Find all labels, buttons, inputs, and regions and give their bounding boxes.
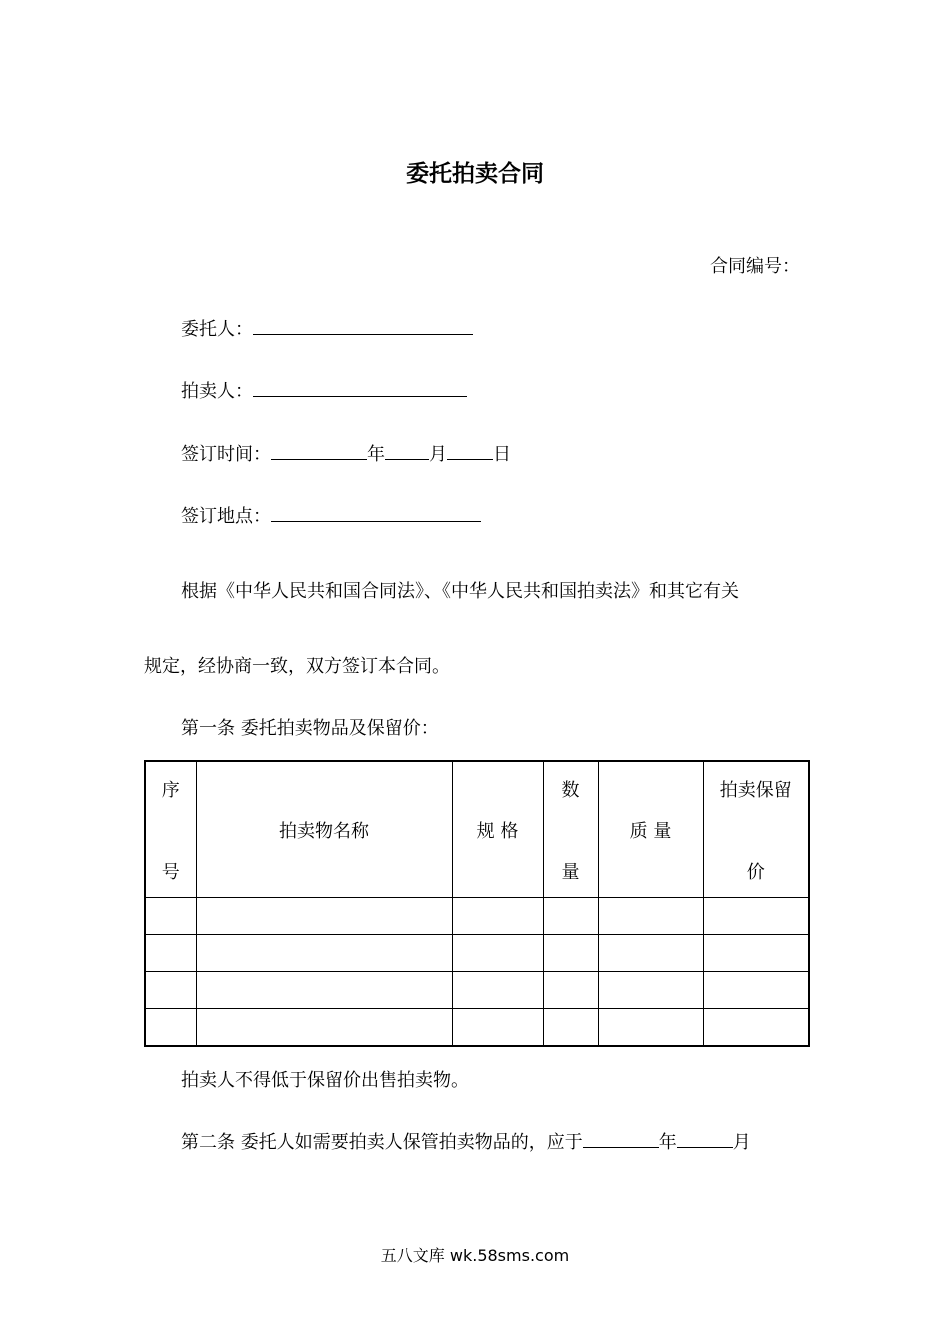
table-cell[interactable] bbox=[145, 972, 196, 1009]
table-cell[interactable] bbox=[452, 972, 543, 1009]
contract-number-label: 合同编号： bbox=[710, 256, 800, 277]
article-2-month: 月 bbox=[732, 1132, 751, 1153]
table-cell[interactable] bbox=[703, 972, 809, 1009]
header-quality: 质 量 bbox=[598, 761, 703, 898]
table-cell[interactable] bbox=[145, 898, 196, 935]
table-cell[interactable] bbox=[196, 898, 452, 935]
preamble-line-2: 规定，经协商一致，双方签订本合同。 bbox=[144, 656, 450, 677]
header-reserve-price: 拍卖保留 价 bbox=[703, 761, 809, 898]
footer-watermark: 五八文库 wk.58sms.com bbox=[380, 1246, 570, 1265]
table-cell[interactable] bbox=[543, 972, 598, 1009]
table-cell[interactable] bbox=[703, 1009, 809, 1047]
table-cell[interactable] bbox=[452, 935, 543, 972]
table-cell[interactable] bbox=[196, 1009, 452, 1047]
table-row bbox=[145, 972, 809, 1009]
header-seq: 序 号 bbox=[145, 761, 196, 898]
year-label: 年 bbox=[367, 444, 385, 465]
table-cell[interactable] bbox=[543, 935, 598, 972]
article-2-line bbox=[181, 1128, 751, 1154]
table-cell[interactable] bbox=[452, 898, 543, 935]
sign-place-field bbox=[181, 502, 481, 528]
storage-year-blank[interactable] bbox=[583, 1129, 659, 1148]
table-cell[interactable] bbox=[145, 935, 196, 972]
header-item-name: 拍卖物名称 bbox=[196, 761, 452, 898]
reserve-price-note: 拍卖人不得低于保留价出售拍卖物。 bbox=[181, 1070, 469, 1091]
header-spec: 规 格 bbox=[452, 761, 543, 898]
auctioneer-label: 拍卖人： bbox=[181, 381, 253, 402]
principal-label: 委托人： bbox=[181, 319, 253, 340]
preamble-line-1: 根据《中华人民共和国合同法》、《中华人民共和国拍卖法》和其它有关 bbox=[181, 581, 739, 602]
table-cell[interactable] bbox=[543, 898, 598, 935]
storage-month-blank[interactable] bbox=[677, 1129, 733, 1148]
table-cell[interactable] bbox=[543, 1009, 598, 1047]
table-cell[interactable] bbox=[598, 898, 703, 935]
header-quantity: 数 量 bbox=[543, 761, 598, 898]
auctioneer-blank[interactable] bbox=[253, 378, 467, 397]
table-header-row bbox=[145, 761, 809, 898]
article-2-year: 年 bbox=[658, 1132, 677, 1153]
table-cell[interactable] bbox=[145, 1009, 196, 1047]
sign-year-blank[interactable] bbox=[271, 441, 367, 460]
principal-field bbox=[181, 315, 473, 341]
sign-time-label: 签订时间： bbox=[181, 444, 271, 465]
sign-month-blank[interactable] bbox=[385, 441, 429, 460]
table-cell[interactable] bbox=[452, 1009, 543, 1047]
sign-day-blank[interactable] bbox=[447, 441, 493, 460]
table-cell[interactable] bbox=[598, 1009, 703, 1047]
document-title: 委托拍卖合同 bbox=[406, 161, 544, 187]
table-row bbox=[145, 935, 809, 972]
table-row bbox=[145, 898, 809, 935]
table-cell[interactable] bbox=[598, 972, 703, 1009]
principal-blank[interactable] bbox=[253, 316, 473, 335]
table-row bbox=[145, 1009, 809, 1047]
sign-place-label: 签订地点： bbox=[181, 506, 271, 527]
table-cell[interactable] bbox=[196, 935, 452, 972]
table-cell[interactable] bbox=[196, 972, 452, 1009]
auction-items-table bbox=[144, 760, 810, 1047]
article-1-heading: 第一条 委托拍卖物品及保留价： bbox=[181, 718, 439, 739]
day-label: 日 bbox=[493, 444, 511, 465]
table-cell[interactable] bbox=[703, 935, 809, 972]
sign-place-blank[interactable] bbox=[271, 503, 481, 522]
article-2-text: 第二条 委托人如需要拍卖人保管拍卖物品的，应于 bbox=[181, 1132, 583, 1153]
table-cell[interactable] bbox=[703, 898, 809, 935]
auctioneer-field bbox=[181, 377, 467, 403]
sign-time-field bbox=[181, 440, 511, 466]
table-cell[interactable] bbox=[598, 935, 703, 972]
month-label: 月 bbox=[429, 444, 447, 465]
